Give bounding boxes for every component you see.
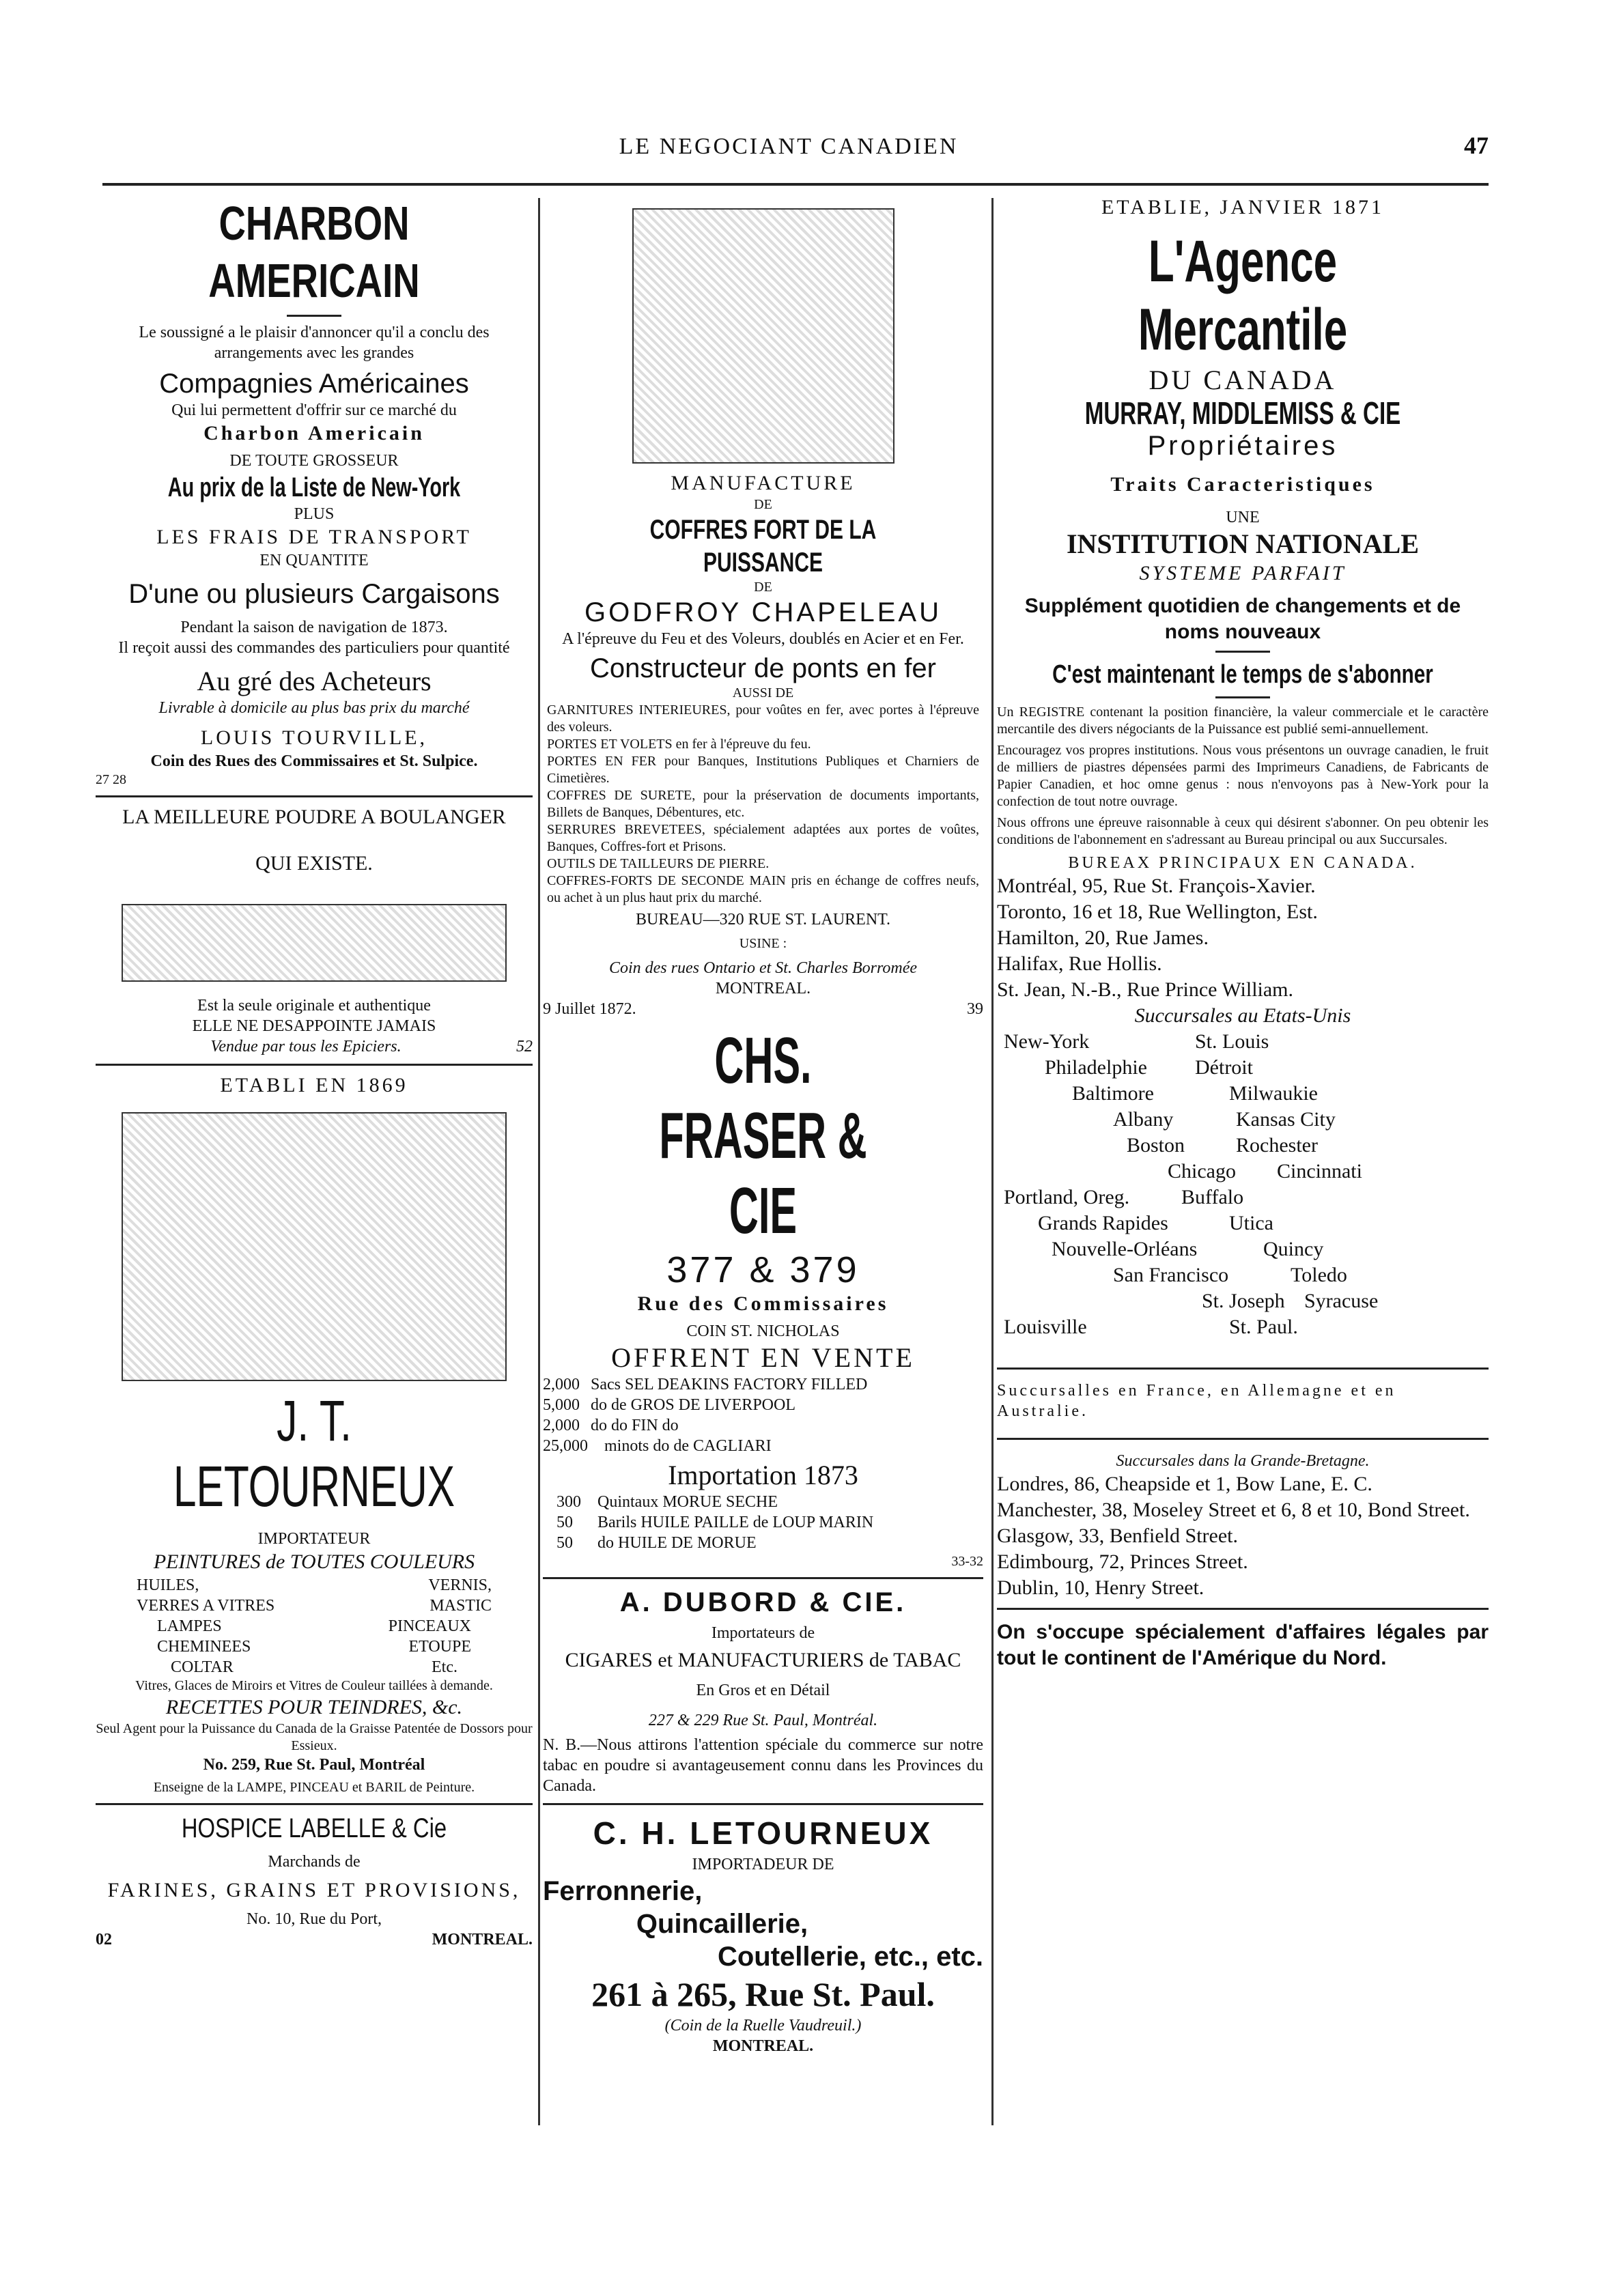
divider xyxy=(997,1608,1489,1610)
qty: 5,000 xyxy=(543,1396,580,1414)
divider xyxy=(96,795,533,797)
list-item xyxy=(1004,1262,1489,1288)
ad-text: Enseigne de la LAMPE, PINCEAU et BARIL de Peinture. xyxy=(153,1780,475,1795)
ad-text: Importateurs de xyxy=(711,1624,815,1642)
city: Syracuse xyxy=(1304,1290,1379,1312)
ad-heading: ETABLI EN 1869 xyxy=(220,1074,408,1096)
divider xyxy=(543,1577,983,1579)
product-row xyxy=(96,1657,533,1677)
ad-text: AUSSI DE xyxy=(732,685,794,700)
ad-heading: Rue des Commissaires xyxy=(637,1292,889,1315)
us-list xyxy=(997,1029,1489,1340)
fraser-list xyxy=(543,1374,983,1456)
ad-city: MONTREAL. xyxy=(715,980,811,997)
ad-heading: Ferronnerie, xyxy=(543,1876,703,1906)
product: VERRES A VITRES xyxy=(137,1597,275,1615)
product: MASTIC xyxy=(429,1597,492,1615)
column-3 xyxy=(997,195,1489,1671)
city: Buffalo xyxy=(1181,1186,1244,1208)
ad-city: MONTREAL. xyxy=(432,1931,533,1948)
ad-text: Un REGISTRE contenant la position financière, la valeur commerciale et le caractère mercantile des divers négociants de la Puissance est publié semi-annuellement. xyxy=(997,705,1489,737)
city: Détroit xyxy=(1195,1056,1253,1079)
column-divider-2 xyxy=(991,198,994,2125)
ad-title: LA MEILLEURE POUDRE A BOULANGER xyxy=(122,806,506,828)
list-item xyxy=(1004,1210,1489,1236)
ad-name: LOUIS TOURVILLE, xyxy=(200,726,428,749)
ad-heading: C'est maintenant le temps de s'abonner xyxy=(1052,660,1433,689)
ad-text: Vitres, Glaces de Miroirs et Vitres de Couleur taillées à demande. xyxy=(135,1678,493,1693)
city: Chicago xyxy=(1168,1160,1236,1182)
city: Kansas City xyxy=(1236,1108,1336,1131)
office-list xyxy=(997,873,1489,1003)
ad-text: (Coin de la Ruelle Vaudreuil.) xyxy=(664,2017,862,2035)
list-item xyxy=(557,1533,983,1553)
list-item xyxy=(543,1395,983,1415)
ad-title: L'Agence Mercantile xyxy=(1138,229,1348,363)
header-rule xyxy=(102,183,1489,186)
ad-ref: 52 xyxy=(516,1038,533,1055)
ad-ref: 39 xyxy=(967,1000,983,1018)
city: Philadelphie xyxy=(1045,1056,1147,1079)
safe-item: GARNITURES INTERIEURES, pour voûtes en fer, avec portes à l'épreuve des voleurs. xyxy=(547,703,979,735)
column-divider-1 xyxy=(538,198,540,2125)
safe-item: OUTILS DE TAILLEURS DE PIERRE. xyxy=(547,856,770,871)
ad-title: CHARBON AMERICAIN xyxy=(208,197,420,307)
qty: 50 xyxy=(557,1534,573,1552)
page-number: 47 xyxy=(1464,132,1489,159)
ad-heading: Traits Caracteristiques xyxy=(1110,473,1375,496)
item: Quintaux MORUE SECHE xyxy=(597,1493,778,1511)
divider xyxy=(543,1803,983,1805)
item: Barils HUILE PAILLE de LOUP MARIN xyxy=(597,1514,874,1531)
ad-hospice xyxy=(96,1812,533,1950)
ad-name: GODFROY CHAPELEAU xyxy=(584,597,942,627)
divider xyxy=(997,1438,1489,1440)
ad-charbon xyxy=(96,195,533,789)
product-row xyxy=(96,1596,533,1616)
ad-heading: Succursales dans la Grande-Bretagne. xyxy=(1116,1452,1370,1470)
column-1 xyxy=(96,195,533,1950)
ad-text: Encouragez vos propres institutions. Nous vous présentons un ouvrage canadien, le fruit de milliers de piastres dépensées parmi des Imprimeurs Canadiens, de Fabricants de Papier Canadien, et hoc omne genus : nous n'envoyons pas à New-York pour la confection de tout notre ouvrage. xyxy=(997,743,1489,809)
qty: 25,000 xyxy=(543,1437,588,1455)
ad-heading: PEINTURES de TOUTES COULEURS xyxy=(153,1550,475,1573)
safe-item: PORTES EN FER pour Banques, Institutions Publiques et Charniers de Cimetières. xyxy=(547,754,979,786)
ad-coffres xyxy=(543,208,983,1019)
safe-item: SERRURES BREVETEES, spécialement adaptées aux portes de voûtes, Banques, Coffres-fort et Prisons. xyxy=(547,822,979,854)
list-item xyxy=(1004,1133,1489,1159)
ad-address: No. 259, Rue St. Paul, Montréal xyxy=(203,1756,425,1774)
qty: 2,000 xyxy=(543,1417,580,1434)
city: Portland, Oreg. xyxy=(1004,1186,1130,1208)
gb-office: Edimbourg, 72, Princes Street. xyxy=(997,1550,1248,1573)
list-item xyxy=(1004,1314,1489,1340)
ad-text: Livrable à domicile au plus bas prix du marché xyxy=(158,699,470,717)
ad-title: HOSPICE LABELLE & Cie xyxy=(181,1813,447,1843)
city: Utica xyxy=(1229,1212,1273,1234)
qty: 300 xyxy=(557,1493,581,1511)
ad-heading: Succursalles en France, en Allemagne et en Australie. xyxy=(997,1382,1396,1420)
ad-heading: Constructeur de ponts en fer xyxy=(590,653,936,683)
product: Etc. xyxy=(432,1658,457,1676)
list-item xyxy=(1004,1236,1489,1262)
ad-heading: Compagnies Américaines xyxy=(159,369,469,399)
ad-text: DE xyxy=(754,580,772,595)
office: Halifax, Rue Hollis. xyxy=(997,952,1162,975)
ad-heading: CIGARES et MANUFACTURIERS de TABAC xyxy=(565,1649,961,1671)
city: Baltimore xyxy=(1072,1082,1154,1105)
ad-ref: 02 xyxy=(96,1931,112,1948)
ad-name: MURRAY, MIDDLEMISS & CIE xyxy=(1084,395,1401,431)
gb-office: Dublin, 10, Henry Street. xyxy=(997,1576,1204,1599)
ad-title: A. DUBORD & CIE. xyxy=(619,1587,907,1617)
ad-heading: Succursales au Etats-Unis xyxy=(1134,1004,1351,1027)
qty: 50 xyxy=(557,1514,573,1531)
list-item xyxy=(1004,1107,1489,1133)
list-item xyxy=(1004,1288,1489,1314)
ad-text: A l'épreuve du Feu et des Voleurs, doublés en Acier et en Fer. xyxy=(562,630,964,648)
item: Sacs SEL DEAKINS FACTORY FILLED xyxy=(591,1376,868,1393)
product-row xyxy=(96,1636,533,1657)
ad-title: COFFRES FORT DE LA PUISSANCE xyxy=(649,515,877,578)
ad-text: ELLE NE DESAPPOINTE JAMAIS xyxy=(192,1017,436,1035)
ad-date: 9 Juillet 1872. xyxy=(543,1000,636,1018)
gb-office: Manchester, 38, Moseley Street et 6, 8 et 10, Bond Street. xyxy=(997,1499,1470,1521)
city: Rochester xyxy=(1236,1134,1318,1157)
product: HUILES, xyxy=(137,1576,199,1594)
gb-list xyxy=(997,1471,1489,1601)
ad-heading: Importation 1873 xyxy=(668,1460,858,1490)
office: Toronto, 16 et 18, Rue Wellington, Est. xyxy=(997,901,1318,923)
ad-text: UNE xyxy=(1226,509,1260,526)
divider xyxy=(287,315,341,317)
city: Toledo xyxy=(1291,1264,1347,1286)
city: Nouvelle-Orléans xyxy=(1052,1238,1198,1260)
list-item xyxy=(543,1374,983,1395)
list-item xyxy=(543,1436,983,1456)
ad-heading: Supplément quotidien de changements et de noms nouveaux xyxy=(1024,595,1461,643)
list-item xyxy=(543,1415,983,1436)
ad-address: 227 & 229 Rue St. Paul, Montréal. xyxy=(648,1712,878,1729)
item: minots do de CAGLIARI xyxy=(604,1437,772,1455)
city: Louisville xyxy=(1004,1316,1087,1338)
ad-text: Nous offrons une épreuve raisonnable à ceux qui désirent s'abonner. On peu obtenir les conditions de l'abonnement en s'adressant au Bureau principal ou aux Succursales. xyxy=(997,815,1489,847)
ad-title: CHS. FRASER & CIE xyxy=(659,1024,867,1247)
ad-heading: LES FRAIS DE TRANSPORT xyxy=(156,526,472,548)
product-row xyxy=(96,1616,533,1636)
ad-heading: 377 & 379 xyxy=(666,1249,860,1290)
list-item xyxy=(1004,1055,1489,1081)
ad-text: COIN ST. NICHOLAS xyxy=(686,1322,840,1340)
ad-text: En Gros et en Détail xyxy=(696,1682,830,1699)
city: Cincinnati xyxy=(1277,1160,1362,1182)
ad-text: IMPORTADEUR DE xyxy=(692,1856,834,1873)
ad-ref: 27 28 xyxy=(96,772,126,787)
item: do HUILE DE MORUE xyxy=(597,1534,757,1552)
ad-heading: D'une ou plusieurs Cargaisons xyxy=(128,579,500,609)
office: Montréal, 95, Rue St. François-Xavier. xyxy=(997,875,1316,897)
ad-address: 261 à 265, Rue St. Paul. xyxy=(591,1975,935,2013)
newspaper-title: LE NEGOCIANT CANADIEN xyxy=(619,134,959,159)
product: COLTAR xyxy=(171,1658,234,1676)
ad-text: Seul Agent pour la Puissance du Canada de la Graisse Patentée de Dossors pour Essieux. xyxy=(96,1721,533,1753)
ad-text: IMPORTATEUR xyxy=(257,1530,371,1548)
ad-title: C. H. LETOURNEUX xyxy=(593,1815,933,1851)
ad-heading: SYSTEME PARFAIT xyxy=(1139,562,1347,584)
ad-title: J. T. LETOURNEUX xyxy=(173,1389,455,1518)
ad-text: EN QUANTITE xyxy=(259,552,369,569)
city: Albany xyxy=(1113,1108,1174,1131)
ad-heading: Coutellerie, etc., etc. xyxy=(717,1942,983,1972)
ad-letourneux xyxy=(96,1073,533,1796)
ad-heading: Propriétaires xyxy=(1147,431,1338,461)
product: VERNIS, xyxy=(428,1576,492,1594)
list-item xyxy=(557,1512,983,1533)
ad-footer xyxy=(96,1036,533,1057)
ad-text: Le soussigné a le plaisir d'annoncer qu'il a conclu des arrangements avec les grandes xyxy=(139,324,490,362)
divider xyxy=(96,1064,533,1066)
item: do do FIN do xyxy=(591,1417,679,1434)
ad-heading: RECETTES POUR TEINDRES, &c. xyxy=(165,1696,463,1718)
city: St. Paul. xyxy=(1229,1316,1298,1338)
gb-office: Glasgow, 33, Benfield Street. xyxy=(997,1525,1238,1547)
qty: 2,000 xyxy=(543,1376,580,1393)
safe-item: COFFRES-FORTS DE SECONDE MAIN pris en échange de coffres neufs, ou achet à un plus haut prix du marché. xyxy=(547,873,979,905)
divider xyxy=(997,1367,1489,1370)
office: St. Jean, N.-B., Rue Prince William. xyxy=(997,978,1294,1001)
baking-powder-illustration xyxy=(122,904,507,982)
ad-text: DE xyxy=(754,497,772,512)
ad-dubord xyxy=(543,1586,983,1796)
ad-text: Coin des rues Ontario et St. Charles Borromée xyxy=(608,959,918,977)
ad-text: DE TOUTE GROSSEUR xyxy=(229,452,399,470)
ad-text: Vendue par tous les Epiciers. xyxy=(210,1038,402,1055)
ad-heading: OFFRENT EN VENTE xyxy=(611,1342,915,1373)
ad-text: Il reçoit aussi des commandes des particuliers pour quantité xyxy=(118,639,510,657)
ad-text: On s'occupe spécialement d'affaires légales par tout le continent de l'Amérique du Nord. xyxy=(997,1621,1489,1669)
ad-text: Marchands de xyxy=(268,1853,361,1871)
page-header xyxy=(89,130,1489,171)
city: St. Louis xyxy=(1195,1030,1269,1053)
ad-fraser xyxy=(543,1023,983,1570)
city: Milwaukie xyxy=(1229,1082,1318,1105)
ad-chl-letourneux xyxy=(543,1812,983,2056)
city: Grands Rapides xyxy=(1038,1212,1168,1234)
ad-text: Qui lui permettent d'offrir sur ce marché du xyxy=(171,401,457,419)
list-item xyxy=(1004,1081,1489,1107)
ad-heading: BUREAX PRINCIPAUX EN CANADA. xyxy=(1068,854,1418,872)
product: CHEMINEES xyxy=(157,1638,251,1656)
safe-illustration xyxy=(632,208,894,464)
fraser-list-2 xyxy=(543,1492,983,1553)
ad-footer xyxy=(543,999,983,1019)
ad-text: QUI EXISTE. xyxy=(255,852,373,875)
ad-heading: MANUFACTURE xyxy=(671,472,856,494)
ad-poudre xyxy=(96,804,533,1057)
ad-text: Pendant la saison de navigation de 1873. xyxy=(180,619,448,636)
ad-text: Est la seule originale et authentique xyxy=(197,997,431,1015)
city: San Francisco xyxy=(1113,1264,1229,1286)
list-item xyxy=(557,1492,983,1512)
ad-text: ETABLIE, JANVIER 1871 xyxy=(1101,196,1385,218)
ad-address: Coin des Rues des Commissaires et St. Sulpice. xyxy=(150,752,478,770)
safe-item: PORTES ET VOLETS en fer à l'épreuve du feu. xyxy=(547,737,811,752)
city: Quincy xyxy=(1263,1238,1324,1260)
list-item xyxy=(1004,1159,1489,1185)
ad-heading: Charbon Americain xyxy=(203,422,425,444)
ad-heading: Au gré des Acheteurs xyxy=(197,666,432,696)
safe-items xyxy=(543,702,983,907)
column-2 xyxy=(543,195,983,2056)
divider xyxy=(96,1803,533,1805)
ad-heading: Au prix de la Liste de New-York xyxy=(167,472,461,502)
divider xyxy=(1215,696,1270,698)
city: Boston xyxy=(1127,1134,1185,1157)
product: ETOUPE xyxy=(408,1638,471,1656)
ad-text: N. B.—Nous attirons l'attention spéciale du commerce sur notre tabac en poudre si avantageusement connu dans les Provinces du Canada. xyxy=(543,1736,983,1795)
ad-text: USINE : xyxy=(739,936,787,951)
safe-item: COFFRES DE SURETE, pour la préservation de documents importants, Billets de Banques, Débentures, etc. xyxy=(547,788,979,820)
ad-heading: Quincaillerie, xyxy=(636,1909,808,1939)
paint-can-illustration xyxy=(122,1112,507,1381)
item: do de GROS DE LIVERPOOL xyxy=(591,1396,795,1414)
product: PINCEAUX xyxy=(388,1617,471,1635)
ad-ref: 33-32 xyxy=(951,1554,983,1569)
list-item xyxy=(1004,1029,1489,1055)
divider xyxy=(1215,651,1270,653)
city: New-York xyxy=(1004,1030,1090,1053)
product-row xyxy=(96,1575,533,1596)
ad-address: No. 10, Rue du Port, xyxy=(246,1910,382,1928)
ad-text: PLUS xyxy=(294,505,335,523)
product: LAMPES xyxy=(157,1617,222,1635)
city: St. Joseph xyxy=(1202,1290,1285,1312)
ad-footer xyxy=(96,1929,533,1950)
gb-office: Londres, 86, Cheapside et 1, Bow Lane, E. C. xyxy=(997,1473,1372,1495)
office: Hamilton, 20, Rue James. xyxy=(997,926,1209,949)
ad-address: BUREAU—320 RUE ST. LAURENT. xyxy=(635,911,891,929)
list-item xyxy=(1004,1185,1489,1210)
ad-heading: INSTITUTION NATIONALE xyxy=(1066,528,1420,559)
ad-heading: DU CANADA xyxy=(1149,365,1337,395)
ad-heading: FARINES, GRAINS ET PROVISIONS, xyxy=(107,1879,521,1901)
ad-city: MONTREAL. xyxy=(712,2037,814,2055)
